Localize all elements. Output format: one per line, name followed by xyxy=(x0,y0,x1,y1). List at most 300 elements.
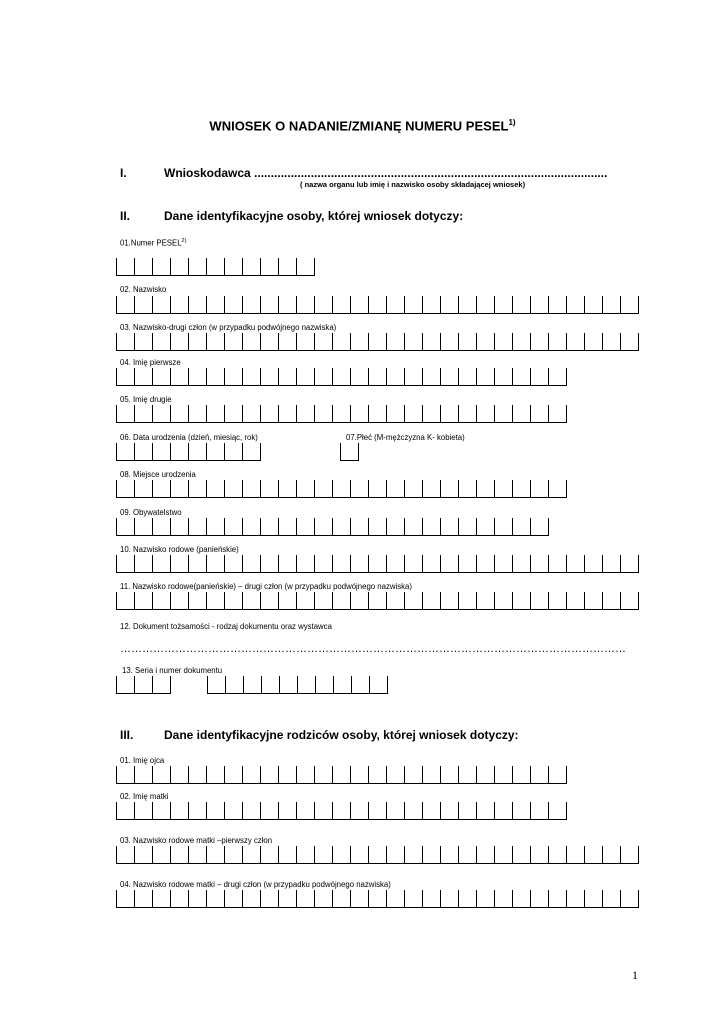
char-box[interactable] xyxy=(387,555,405,572)
char-box[interactable] xyxy=(495,405,513,422)
char-box[interactable] xyxy=(459,333,477,350)
char-box[interactable] xyxy=(405,368,423,385)
char-box[interactable] xyxy=(279,592,297,609)
char-box[interactable] xyxy=(171,296,189,313)
char-box[interactable] xyxy=(225,592,243,609)
char-box[interactable] xyxy=(495,333,513,350)
char-box[interactable] xyxy=(387,333,405,350)
char-box[interactable] xyxy=(567,333,585,350)
char-box[interactable] xyxy=(189,766,207,783)
char-box[interactable] xyxy=(135,676,153,693)
char-box[interactable] xyxy=(333,890,351,907)
char-box[interactable] xyxy=(333,405,351,422)
char-box[interactable] xyxy=(513,368,531,385)
char-box[interactable] xyxy=(495,766,513,783)
char-box[interactable] xyxy=(225,890,243,907)
char-box[interactable] xyxy=(423,333,441,350)
char-box[interactable] xyxy=(585,592,603,609)
char-box[interactable] xyxy=(531,592,549,609)
char-box[interactable] xyxy=(405,480,423,497)
char-box[interactable] xyxy=(243,296,261,313)
char-box[interactable] xyxy=(117,258,135,275)
char-box[interactable] xyxy=(315,592,333,609)
char-box[interactable] xyxy=(261,368,279,385)
char-box[interactable] xyxy=(153,518,171,535)
char-box[interactable] xyxy=(315,405,333,422)
char-box[interactable] xyxy=(459,592,477,609)
char-box[interactable] xyxy=(513,802,531,819)
char-box[interactable] xyxy=(315,766,333,783)
char-box[interactable] xyxy=(387,802,405,819)
char-box[interactable] xyxy=(315,555,333,572)
char-box[interactable] xyxy=(531,846,549,863)
char-box[interactable] xyxy=(243,405,261,422)
char-box[interactable] xyxy=(351,368,369,385)
char-box[interactable] xyxy=(405,333,423,350)
char-box[interactable] xyxy=(225,296,243,313)
char-box[interactable] xyxy=(477,296,495,313)
char-box[interactable] xyxy=(117,555,135,572)
char-box[interactable] xyxy=(351,846,369,863)
char-box[interactable] xyxy=(171,333,189,350)
char-box[interactable] xyxy=(117,296,135,313)
char-box[interactable] xyxy=(117,368,135,385)
char-box[interactable] xyxy=(153,802,171,819)
char-box[interactable] xyxy=(225,480,243,497)
char-box[interactable] xyxy=(603,333,621,350)
char-box[interactable] xyxy=(153,676,171,693)
char-box[interactable] xyxy=(171,890,189,907)
char-box[interactable] xyxy=(135,518,153,535)
char-box[interactable] xyxy=(225,368,243,385)
char-box[interactable] xyxy=(603,555,621,572)
char-box[interactable] xyxy=(315,480,333,497)
char-box[interactable] xyxy=(117,518,135,535)
char-box[interactable] xyxy=(423,555,441,572)
char-box[interactable] xyxy=(297,296,315,313)
char-box[interactable] xyxy=(225,258,243,275)
char-box[interactable] xyxy=(262,676,280,693)
char-box[interactable] xyxy=(495,846,513,863)
char-box[interactable] xyxy=(315,518,333,535)
char-box[interactable] xyxy=(531,368,549,385)
char-box[interactable] xyxy=(333,592,351,609)
char-box[interactable] xyxy=(297,480,315,497)
char-box[interactable] xyxy=(279,405,297,422)
char-box[interactable] xyxy=(531,555,549,572)
char-box[interactable] xyxy=(225,846,243,863)
char-box[interactable] xyxy=(297,766,315,783)
char-box[interactable] xyxy=(477,592,495,609)
mother-name-boxes[interactable] xyxy=(116,802,567,820)
char-box[interactable] xyxy=(279,555,297,572)
char-box[interactable] xyxy=(621,846,639,863)
char-box[interactable] xyxy=(369,846,387,863)
char-box[interactable] xyxy=(405,296,423,313)
char-box[interactable] xyxy=(207,333,225,350)
char-box[interactable] xyxy=(513,518,531,535)
char-box[interactable] xyxy=(334,676,352,693)
char-box[interactable] xyxy=(280,676,298,693)
char-box[interactable] xyxy=(135,592,153,609)
char-box[interactable] xyxy=(369,802,387,819)
char-box[interactable] xyxy=(441,518,459,535)
char-box[interactable] xyxy=(513,846,531,863)
char-box[interactable] xyxy=(549,296,567,313)
char-box[interactable] xyxy=(315,296,333,313)
char-box[interactable] xyxy=(351,405,369,422)
char-box[interactable] xyxy=(441,592,459,609)
sex-box[interactable] xyxy=(340,443,359,461)
char-box[interactable] xyxy=(513,405,531,422)
char-box[interactable] xyxy=(459,480,477,497)
char-box[interactable] xyxy=(477,333,495,350)
char-box[interactable] xyxy=(477,766,495,783)
char-box[interactable] xyxy=(405,518,423,535)
char-box[interactable] xyxy=(189,443,207,460)
char-box[interactable] xyxy=(549,405,567,422)
char-box[interactable] xyxy=(387,405,405,422)
char-box[interactable] xyxy=(351,480,369,497)
char-box[interactable] xyxy=(513,296,531,313)
char-box[interactable] xyxy=(225,802,243,819)
char-box[interactable] xyxy=(333,766,351,783)
char-box[interactable] xyxy=(531,518,549,535)
char-box[interactable] xyxy=(189,333,207,350)
char-box[interactable] xyxy=(495,296,513,313)
char-box[interactable] xyxy=(279,802,297,819)
char-box[interactable] xyxy=(369,518,387,535)
char-box[interactable] xyxy=(261,592,279,609)
char-box[interactable] xyxy=(279,333,297,350)
char-box[interactable] xyxy=(261,766,279,783)
char-box[interactable] xyxy=(297,333,315,350)
char-box[interactable] xyxy=(153,592,171,609)
id-document-dotted-line[interactable]: ………………………………………………………………………………………………………………………… xyxy=(120,643,626,655)
char-box[interactable] xyxy=(117,802,135,819)
char-box[interactable] xyxy=(441,890,459,907)
char-box[interactable] xyxy=(135,333,153,350)
char-box[interactable] xyxy=(567,592,585,609)
char-box[interactable] xyxy=(207,296,225,313)
char-box[interactable] xyxy=(261,296,279,313)
char-box[interactable] xyxy=(477,846,495,863)
char-box[interactable] xyxy=(135,555,153,572)
char-box[interactable] xyxy=(585,296,603,313)
char-box[interactable] xyxy=(567,296,585,313)
char-box[interactable] xyxy=(153,480,171,497)
char-box[interactable] xyxy=(225,443,243,460)
char-box[interactable] xyxy=(226,676,244,693)
char-box[interactable] xyxy=(243,518,261,535)
char-box[interactable] xyxy=(333,846,351,863)
char-box[interactable] xyxy=(405,766,423,783)
char-box[interactable] xyxy=(441,802,459,819)
char-box[interactable] xyxy=(621,592,639,609)
father-name-boxes[interactable] xyxy=(116,766,567,784)
char-box[interactable] xyxy=(261,846,279,863)
char-box[interactable] xyxy=(297,518,315,535)
char-box[interactable] xyxy=(243,368,261,385)
surname-boxes[interactable] xyxy=(116,296,639,314)
char-box[interactable] xyxy=(369,555,387,572)
char-box[interactable] xyxy=(603,890,621,907)
doc-series-boxes[interactable] xyxy=(116,676,171,694)
char-box[interactable] xyxy=(243,555,261,572)
char-box[interactable] xyxy=(189,846,207,863)
char-box[interactable] xyxy=(423,368,441,385)
char-box[interactable] xyxy=(567,555,585,572)
char-box[interactable] xyxy=(495,802,513,819)
char-box[interactable] xyxy=(315,890,333,907)
char-box[interactable] xyxy=(513,555,531,572)
char-box[interactable] xyxy=(333,518,351,535)
char-box[interactable] xyxy=(117,333,135,350)
char-box[interactable] xyxy=(297,592,315,609)
char-box[interactable] xyxy=(261,405,279,422)
char-box[interactable] xyxy=(316,676,334,693)
char-box[interactable] xyxy=(153,766,171,783)
char-box[interactable] xyxy=(315,368,333,385)
char-box[interactable] xyxy=(135,890,153,907)
char-box[interactable] xyxy=(549,333,567,350)
char-box[interactable] xyxy=(333,555,351,572)
char-box[interactable] xyxy=(441,333,459,350)
pesel-boxes[interactable] xyxy=(116,258,315,276)
char-box[interactable] xyxy=(171,480,189,497)
mother-maiden-boxes[interactable] xyxy=(116,846,639,864)
char-box[interactable] xyxy=(387,480,405,497)
char-box[interactable] xyxy=(315,333,333,350)
char-box[interactable] xyxy=(189,555,207,572)
char-box[interactable] xyxy=(189,592,207,609)
char-box[interactable] xyxy=(261,802,279,819)
char-box[interactable] xyxy=(189,518,207,535)
char-box[interactable] xyxy=(621,296,639,313)
char-box[interactable] xyxy=(225,333,243,350)
char-box[interactable] xyxy=(207,555,225,572)
char-box[interactable] xyxy=(189,368,207,385)
char-box[interactable] xyxy=(441,405,459,422)
char-box[interactable] xyxy=(243,258,261,275)
char-box[interactable] xyxy=(369,405,387,422)
applicant-dotted-line[interactable]: .......................................................................................................... xyxy=(254,166,608,180)
char-box[interactable] xyxy=(189,405,207,422)
char-box[interactable] xyxy=(369,766,387,783)
char-box[interactable] xyxy=(135,368,153,385)
char-box[interactable] xyxy=(369,890,387,907)
char-box[interactable] xyxy=(243,890,261,907)
char-box[interactable] xyxy=(441,846,459,863)
char-box[interactable] xyxy=(243,333,261,350)
char-box[interactable] xyxy=(567,846,585,863)
char-box[interactable] xyxy=(207,766,225,783)
birth-date-boxes[interactable] xyxy=(116,443,261,461)
char-box[interactable] xyxy=(298,676,316,693)
second-name-boxes[interactable] xyxy=(116,405,567,423)
char-box[interactable] xyxy=(117,592,135,609)
char-box[interactable] xyxy=(315,846,333,863)
char-box[interactable] xyxy=(423,480,441,497)
char-box[interactable] xyxy=(297,802,315,819)
char-box[interactable] xyxy=(351,766,369,783)
char-box[interactable] xyxy=(341,443,359,460)
char-box[interactable] xyxy=(225,766,243,783)
char-box[interactable] xyxy=(135,405,153,422)
char-box[interactable] xyxy=(352,676,370,693)
doc-number-boxes[interactable] xyxy=(207,676,388,694)
char-box[interactable] xyxy=(189,258,207,275)
char-box[interactable] xyxy=(153,555,171,572)
char-box[interactable] xyxy=(585,890,603,907)
char-box[interactable] xyxy=(477,368,495,385)
char-box[interactable] xyxy=(441,766,459,783)
char-box[interactable] xyxy=(369,333,387,350)
char-box[interactable] xyxy=(459,846,477,863)
char-box[interactable] xyxy=(171,802,189,819)
char-box[interactable] xyxy=(549,802,567,819)
char-box[interactable] xyxy=(459,518,477,535)
char-box[interactable] xyxy=(621,555,639,572)
char-box[interactable] xyxy=(351,555,369,572)
char-box[interactable] xyxy=(531,480,549,497)
char-box[interactable] xyxy=(549,592,567,609)
char-box[interactable] xyxy=(549,368,567,385)
char-box[interactable] xyxy=(549,766,567,783)
char-box[interactable] xyxy=(279,766,297,783)
char-box[interactable] xyxy=(333,802,351,819)
char-box[interactable] xyxy=(513,333,531,350)
char-box[interactable] xyxy=(135,258,153,275)
birth-place-boxes[interactable] xyxy=(116,480,567,498)
char-box[interactable] xyxy=(207,592,225,609)
char-box[interactable] xyxy=(189,296,207,313)
char-box[interactable] xyxy=(603,592,621,609)
char-box[interactable] xyxy=(171,592,189,609)
char-box[interactable] xyxy=(261,555,279,572)
maiden-name-boxes[interactable] xyxy=(116,555,639,573)
char-box[interactable] xyxy=(405,890,423,907)
char-box[interactable] xyxy=(405,802,423,819)
mother-maiden-second-boxes[interactable] xyxy=(116,890,639,908)
char-box[interactable] xyxy=(531,405,549,422)
char-box[interactable] xyxy=(441,480,459,497)
char-box[interactable] xyxy=(423,518,441,535)
char-box[interactable] xyxy=(603,296,621,313)
char-box[interactable] xyxy=(585,333,603,350)
char-box[interactable] xyxy=(208,676,226,693)
char-box[interactable] xyxy=(621,890,639,907)
char-box[interactable] xyxy=(459,555,477,572)
char-box[interactable] xyxy=(585,555,603,572)
char-box[interactable] xyxy=(135,443,153,460)
char-box[interactable] xyxy=(405,592,423,609)
char-box[interactable] xyxy=(153,890,171,907)
char-box[interactable] xyxy=(171,258,189,275)
char-box[interactable] xyxy=(261,518,279,535)
char-box[interactable] xyxy=(225,405,243,422)
char-box[interactable] xyxy=(225,518,243,535)
char-box[interactable] xyxy=(387,368,405,385)
char-box[interactable] xyxy=(387,846,405,863)
char-box[interactable] xyxy=(135,802,153,819)
char-box[interactable] xyxy=(387,518,405,535)
char-box[interactable] xyxy=(549,846,567,863)
char-box[interactable] xyxy=(297,258,315,275)
char-box[interactable] xyxy=(369,368,387,385)
char-box[interactable] xyxy=(243,846,261,863)
char-box[interactable] xyxy=(189,480,207,497)
char-box[interactable] xyxy=(207,258,225,275)
char-box[interactable] xyxy=(243,480,261,497)
char-box[interactable] xyxy=(135,846,153,863)
char-box[interactable] xyxy=(621,333,639,350)
char-box[interactable] xyxy=(513,890,531,907)
char-box[interactable] xyxy=(387,766,405,783)
char-box[interactable] xyxy=(153,443,171,460)
surname-second-boxes[interactable] xyxy=(116,333,639,351)
char-box[interactable] xyxy=(495,368,513,385)
char-box[interactable] xyxy=(207,890,225,907)
char-box[interactable] xyxy=(387,592,405,609)
char-box[interactable] xyxy=(513,480,531,497)
char-box[interactable] xyxy=(189,802,207,819)
char-box[interactable] xyxy=(279,480,297,497)
char-box[interactable] xyxy=(585,846,603,863)
char-box[interactable] xyxy=(477,480,495,497)
char-box[interactable] xyxy=(171,766,189,783)
char-box[interactable] xyxy=(279,890,297,907)
citizenship-boxes[interactable] xyxy=(116,518,549,536)
char-box[interactable] xyxy=(495,480,513,497)
char-box[interactable] xyxy=(297,846,315,863)
char-box[interactable] xyxy=(567,890,585,907)
char-box[interactable] xyxy=(117,766,135,783)
char-box[interactable] xyxy=(243,592,261,609)
char-box[interactable] xyxy=(171,518,189,535)
char-box[interactable] xyxy=(207,443,225,460)
char-box[interactable] xyxy=(351,592,369,609)
first-name-boxes[interactable] xyxy=(116,368,567,386)
char-box[interactable] xyxy=(549,555,567,572)
char-box[interactable] xyxy=(351,802,369,819)
char-box[interactable] xyxy=(333,333,351,350)
char-box[interactable] xyxy=(477,802,495,819)
char-box[interactable] xyxy=(297,890,315,907)
char-box[interactable] xyxy=(279,518,297,535)
char-box[interactable] xyxy=(495,592,513,609)
char-box[interactable] xyxy=(207,518,225,535)
char-box[interactable] xyxy=(495,890,513,907)
char-box[interactable] xyxy=(153,846,171,863)
char-box[interactable] xyxy=(513,766,531,783)
char-box[interactable] xyxy=(207,480,225,497)
char-box[interactable] xyxy=(279,368,297,385)
char-box[interactable] xyxy=(370,676,388,693)
char-box[interactable] xyxy=(171,846,189,863)
char-box[interactable] xyxy=(423,766,441,783)
char-box[interactable] xyxy=(261,333,279,350)
char-box[interactable] xyxy=(495,555,513,572)
char-box[interactable] xyxy=(279,296,297,313)
char-box[interactable] xyxy=(243,443,261,460)
char-box[interactable] xyxy=(459,405,477,422)
char-box[interactable] xyxy=(153,296,171,313)
char-box[interactable] xyxy=(423,890,441,907)
char-box[interactable] xyxy=(387,296,405,313)
maiden-name-second-boxes[interactable] xyxy=(116,592,639,610)
char-box[interactable] xyxy=(279,258,297,275)
